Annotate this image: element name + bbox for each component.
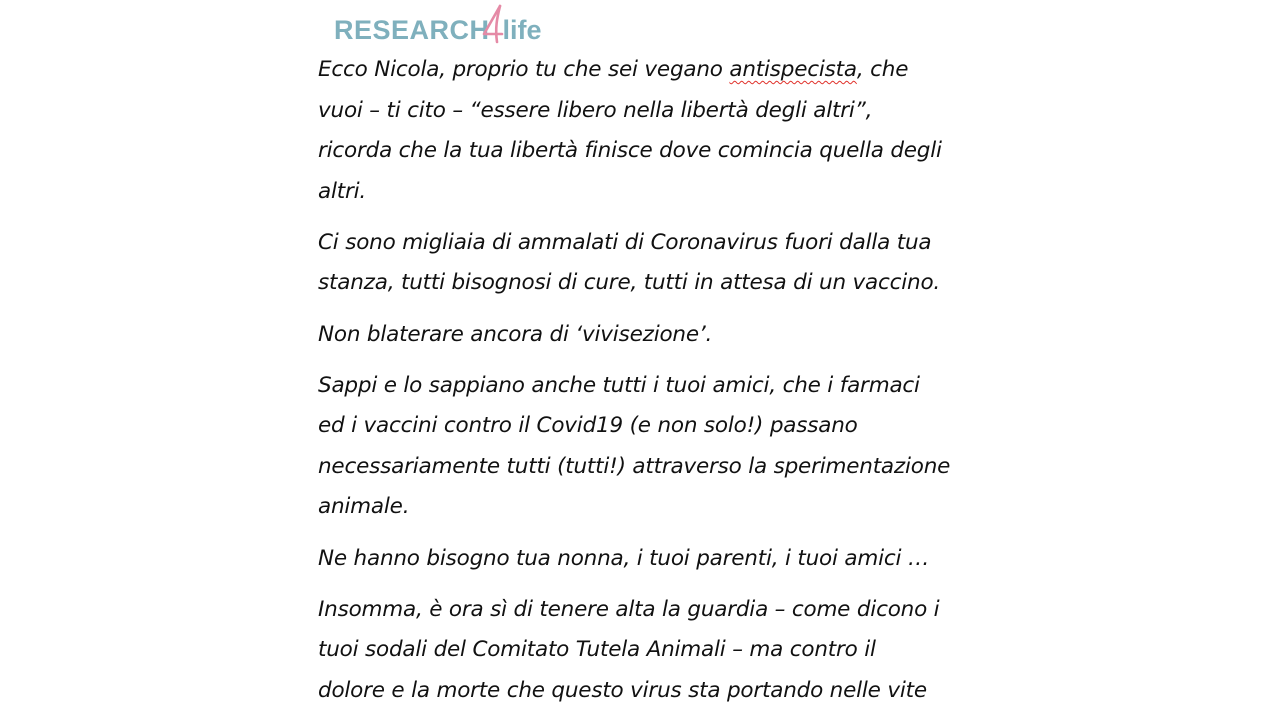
text-line: altri. — [318, 178, 367, 204]
text-line: animale. — [318, 494, 410, 520]
logo-life-text: life — [502, 15, 542, 45]
text-line: Ci sono migliaia di ammalati di Coronavirus fuori dalla tua — [318, 229, 932, 255]
paragraph — [318, 366, 978, 528]
spellcheck-flagged-word: antispecista — [729, 57, 857, 82]
text-line: Ne hanno bisogno tua nonna, i tuoi parenti, i tuoi amici … — [318, 545, 930, 571]
text-line: necessariamente tutti (tutti!) attraverso la sperimentazione — [318, 453, 951, 479]
logo-four-icon — [480, 4, 506, 44]
text-line: vuoi – ti cito – “essere libero nella libertà degli altri”, — [318, 97, 873, 123]
text-line: dolore e la morte che questo virus sta portando nelle vite — [318, 677, 927, 703]
logo-research-text: RESEARCH — [334, 15, 490, 45]
text-line: Insomma, è ora sì di tenere alta la guardia – come dicono i — [318, 596, 940, 622]
paragraph — [318, 590, 978, 712]
paragraph — [318, 315, 978, 356]
text-line: Sappi e lo sappiano anche tutti i tuoi amici, che i farmaci — [318, 372, 920, 398]
text-fragment: Ecco Nicola, proprio tu che sei vegano — [318, 57, 730, 82]
logo-four-mark — [480, 4, 506, 44]
text-line: Non blaterare ancora di ‘vivisezione’. — [318, 321, 713, 347]
text-fragment: , che — [856, 57, 909, 82]
text-line: ricorda che la tua libertà finisce dove comincia quella degli — [318, 138, 942, 164]
text-line: tuoi sodali del Comitato Tutela Animali – ma contro il — [318, 637, 876, 663]
text-line: ed i vaccini contro il Covid19 (e non solo!) passano — [318, 413, 858, 439]
letter-body — [318, 50, 978, 720]
text-line — [318, 50, 978, 91]
research4life-logo — [334, 4, 542, 44]
paragraph — [318, 539, 978, 580]
paragraph — [318, 50, 978, 212]
paragraph — [318, 223, 978, 304]
text-line: stanza, tutti bisognosi di cure, tutti in attesa di un vaccino. — [318, 270, 941, 296]
